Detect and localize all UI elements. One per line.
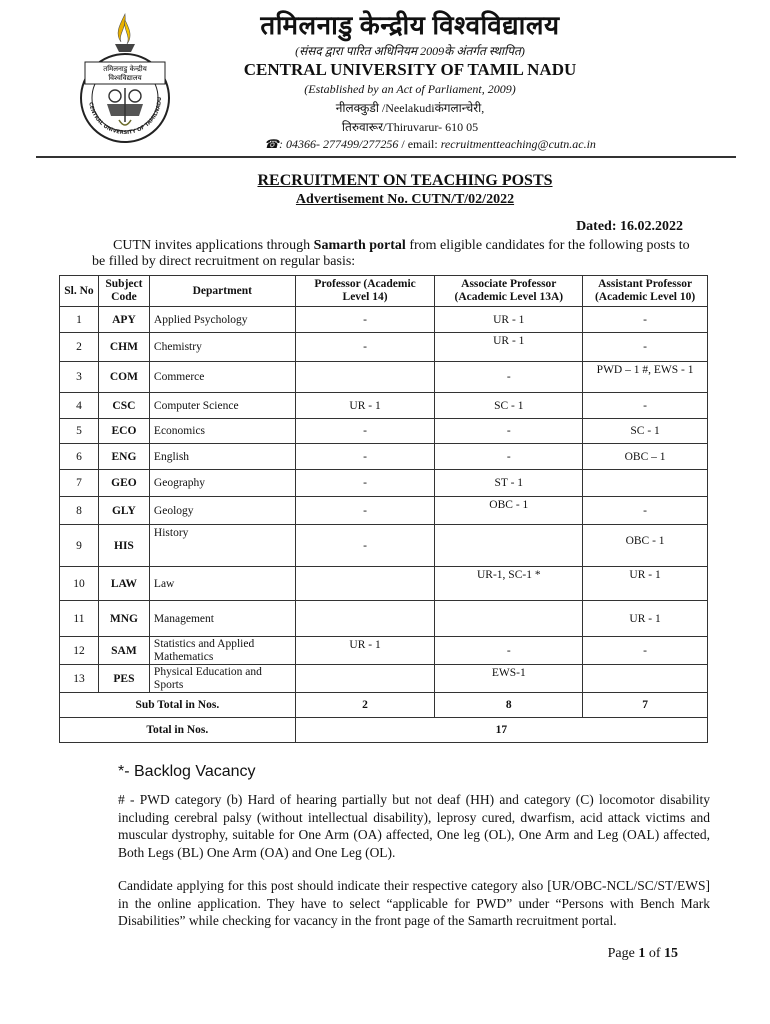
english-university-title: CENTRAL UNIVERSITY OF TAMIL NADU [243,60,577,79]
email-address[interactable]: recruitmentteaching@cutn.ac.in [440,137,596,151]
cell-professor [295,362,435,393]
cell-associate: EWS-1 [435,665,583,693]
table-row [60,362,708,393]
cell-assistant: - [583,637,708,665]
cell-professor: - [295,525,435,567]
established-line: (Established by an Act of Parliament, 2009) [304,82,516,96]
cell-assistant: PWD – 1 #, EWS - 1 [583,362,708,393]
cell-department: Geography [149,470,295,497]
header-divider [36,156,736,158]
cell-professor [295,567,435,601]
cell-professor: - [295,419,435,444]
cell-code: MNG [98,601,149,637]
cell-professor: - [295,497,435,525]
cell-department: Computer Science [149,393,295,419]
page-total: 15 [664,946,678,961]
cell-assistant: UR - 1 [583,567,708,601]
university-seal-icon [75,12,175,147]
cell-department: Economics [149,419,295,444]
cell-assistant: SC - 1 [583,419,708,444]
cell-professor: - [295,470,435,497]
table-row [60,567,708,601]
advertisement-number: Advertisement No. CUTN/T/02/2022 [295,192,515,207]
subtotal-label: Sub Total in Nos. [60,693,296,718]
page-number [560,946,678,962]
subtotal-professor: 2 [295,693,435,718]
cell-sl: 5 [60,419,99,444]
candidate-instruction-note: Candidate applying for this post should indicate their respective category also [UR/OBC-NCL/SC/ST/EWS] in the online application. They have to select “applicable for PWD” under “Persons with Bench Mark Disabilities” while checking for vacancy in the front page of the Samarth recruitment portal. [118,878,710,928]
cell-code: HIS [98,525,149,567]
cell-associate: - [435,637,583,665]
cell-department: Physical Education and Sports [149,665,295,693]
cell-associate: ST - 1 [435,470,583,497]
cell-code: APY [98,307,149,333]
cell-assistant: - [583,497,708,525]
cell-professor: - [295,307,435,333]
cell-code: ECO [98,419,149,444]
cell-department: History [149,525,295,567]
cell-sl: 1 [60,307,99,333]
cell-code: COM [98,362,149,393]
posts-table [59,275,708,743]
subtotal-assistant: 7 [583,693,708,718]
cell-department: Statistics and Applied Mathematics [149,637,295,665]
cell-associate: - [435,419,583,444]
table-row [60,637,708,665]
cell-professor: - [295,333,435,362]
table-row [60,419,708,444]
cell-professor [295,601,435,637]
table-row [60,307,708,333]
header-sl: Sl. No [60,276,99,307]
header-professor: Professor (Academic Level 14) [295,276,435,307]
table-row [60,601,708,637]
cell-professor: UR - 1 [295,393,435,419]
cell-code: SAM [98,637,149,665]
university-logo [75,12,175,147]
cell-associate: UR - 1 [435,333,583,362]
cell-sl: 8 [60,497,99,525]
total-row [60,718,708,743]
cell-associate: SC - 1 [435,393,583,419]
subtotal-associate: 8 [435,693,583,718]
cell-assistant: OBC – 1 [583,444,708,470]
table-row [60,444,708,470]
header-department: Department [149,276,295,307]
table-row [60,393,708,419]
cell-department: Commerce [149,362,295,393]
hindi-subtitle: (संसद द्वारा पारित अधिनियम 2009के अंतर्गत स्थापित) [295,44,525,58]
cell-department: Geology [149,497,295,525]
cell-sl: 7 [60,470,99,497]
cell-code: ENG [98,444,149,470]
total-value: 17 [295,718,707,743]
subtotal-row [60,693,708,718]
cell-sl: 11 [60,601,99,637]
contact-line [180,137,680,152]
cell-sl: 9 [60,525,99,567]
cell-department: English [149,444,295,470]
cell-associate: - [435,444,583,470]
cell-associate: - [435,362,583,393]
cell-assistant: OBC - 1 [583,525,708,567]
cell-code: GEO [98,470,149,497]
backlog-note: *- Backlog Vacancy [118,763,256,780]
logo-ring-text: CENTRAL UNIVERSITY OF TAMILNADU [87,96,164,137]
cell-professor: UR - 1 [295,637,435,665]
cell-department: Chemistry [149,333,295,362]
address-line-2: तिरुवारूर/Thiruvarur- 610 05 [341,120,479,134]
page-of: of [645,946,664,961]
table-row [60,470,708,497]
cell-sl: 13 [60,665,99,693]
cell-code: GLY [98,497,149,525]
address-line-1: नीलक्कुडी /Neelakudiकंगलान्चेरी, [335,101,485,115]
table-row [60,333,708,362]
page-current: 1 [638,946,646,961]
cell-professor [295,665,435,693]
cell-sl: 12 [60,637,99,665]
cell-code: CHM [98,333,149,362]
email-label: / email: [398,137,441,151]
cell-assistant [583,665,708,693]
cell-professor: - [295,444,435,470]
page-word: Page [607,946,639,961]
intro-paragraph [92,238,692,270]
logo-text-bottom: विश्वविद्यालय [108,74,142,82]
header-associate-professor: Associate Professor (Academic Level 13A) [435,276,583,307]
cell-sl: 2 [60,333,99,362]
hindi-university-title: तमिलनाडु केन्द्रीय विश्वविद्यालय [260,11,560,40]
cell-department: Applied Psychology [149,307,295,333]
table-row [60,497,708,525]
document-date: Dated: 16.02.2022 [576,219,683,234]
intro-portal-name: Samarth portal [313,238,406,253]
cell-code: LAW [98,567,149,601]
cell-sl: 10 [60,567,99,601]
cell-sl: 6 [60,444,99,470]
cell-sl: 3 [60,362,99,393]
cell-department: Management [149,601,295,637]
cell-code: CSC [98,393,149,419]
total-label: Total in Nos. [60,718,296,743]
cell-assistant [583,470,708,497]
cell-assistant: - [583,307,708,333]
cell-associate: UR-1, SC-1 * [435,567,583,601]
logo-text-top: तमिलनाडु केन्द्रीय [103,65,147,73]
cell-assistant: UR - 1 [583,601,708,637]
cell-associate: OBC - 1 [435,497,583,525]
cell-code: PES [98,665,149,693]
cell-associate [435,601,583,637]
intro-text-1: CUTN invites applications through [113,238,314,253]
cell-associate: UR - 1 [435,307,583,333]
header-subject-code: Subject Code [98,276,149,307]
pwd-category-note: # - PWD category (b) Hard of hearing partially but not deaf (HH) and category (C) locomotor disability including cerebral palsy (without intellectual disability), leprosy cured, dwarfism, acid attack victims and muscular dystrophy, suitable for One Arm (OA) affected, One leg (OL), One Arm and Leg (OAL) affected, Both Legs (BL) One Arm (OA) and One Leg (OL). [118,792,710,860]
table-row [60,525,708,567]
cell-sl: 4 [60,393,99,419]
intro-text-2: from eligible candidates for the following posts to be filled by direct recruitment on regular basis: [92,238,690,269]
cell-department: Law [149,567,295,601]
cell-assistant: - [583,333,708,362]
cell-assistant: - [583,393,708,419]
table-row [60,665,708,693]
document-heading: RECRUITMENT ON TEACHING POSTS [257,172,553,189]
cell-associate [435,525,583,567]
phone-number: ☎: 04366- 277499/277256 [264,137,399,151]
header-assistant-professor: Assistant Professor (Academic Level 10) [583,276,708,307]
